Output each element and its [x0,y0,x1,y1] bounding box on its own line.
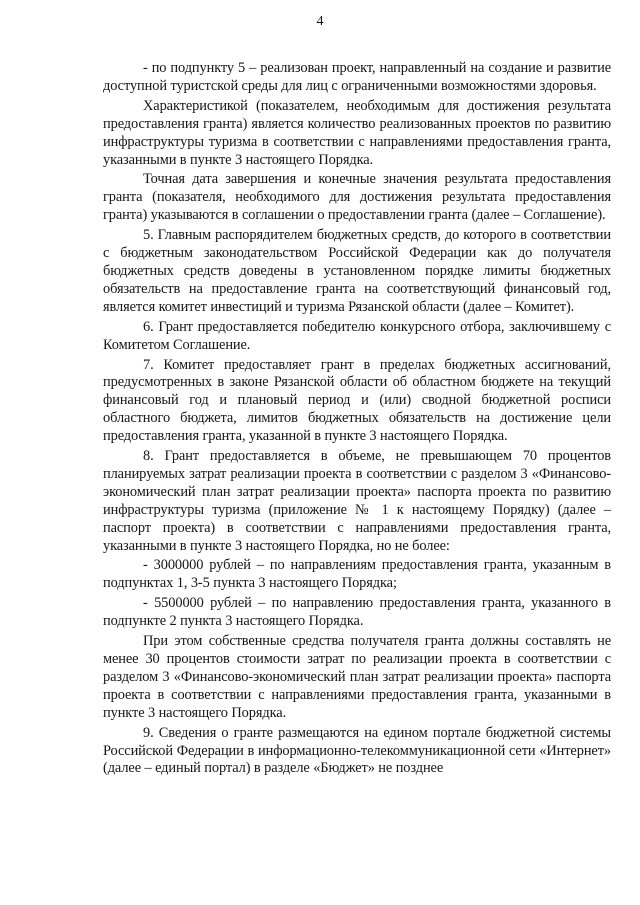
paragraph-item-5: 5. Главным распорядителем бюджетных средств, до которого в соответствии с бюджетным законодательством Российской Федерации как до получателя бюджетных средств доведены в установленном порядке лимиты бюджетных обязательств на предоставление гранта на соответствующий финансовый год, является комитет инвестиций и туризма Рязанской области (далее – Комитет). [103,227,611,315]
paragraph-own-funds: При этом собственные средства получателя гранта должны составлять не менее 30 процентов стоимости затрат по реализации проекта в соответствии с разделом 3 «Финансово-экономический план затрат реализации проекта» паспорта проекта в соответствии с направлениями предоставления гранта, указанными в пункте 3 настоящего Порядка. [103,633,611,721]
paragraph-item-9: 9. Сведения о гранте размещаются на едином портале бюджетной системы Российской Федерации в информационно-телекоммуникационной сети «Интернет» (далее – единый портал) в разделе «Бюджет» не позднее [103,724,611,777]
paragraph-item-6: 6. Грант предоставляется победителю конкурсного отбора, заключившему с Комитетом Соглашение. [103,318,611,353]
paragraph-result-date: Точная дата завершения и конечные значения результата предоставления гранта (показателя, необходимого для достижения результата предоставления гранта) указываются в соглашении о предоставлении гранта (далее – Соглашение). [103,171,611,224]
page-number: 4 [316,14,324,29]
paragraph-subitem-5: - по подпункту 5 – реализован проект, направленный на создание и развитие доступной туристской среды для лиц с ограниченными возможностями здоровья. [103,60,611,94]
paragraph-item-8: 8. Грант предоставляется в объеме, не превышающем 70 процентов планируемых затрат реализации проекта в соответствии с разделом 3 «Финансово-экономический план затрат реализации проекта» паспорта проекта по развитию инфраструктуры туризма (приложение № 1 к настоящему Порядку) (далее – паспорт проекта) в соответствии с направлениями предоставления гранта, указанными в пункте 3 настоящего Порядка, но не более: [103,448,611,554]
paragraph-limit-3000000: - 3000000 рублей – по направлениям предоставления гранта, указанным в подпунктах 1, 3-5 пункта 3 настоящего Порядка; [103,557,611,592]
paragraph-limit-5500000: - 5500000 рублей – по направлению предоставления гранта, указанного в подпункте 2 пункта 3 настоящего Порядка. [103,595,611,630]
paragraph-item-7: 7. Комитет предоставляет грант в пределах бюджетных ассигнований, предусмотренных в законе Рязанской области об областном бюджете на текущий финансовый год и плановый период и (или) сводной бюджетной росписи областного бюджета, лимитов бюджетных обязательств на достижение цели предоставления гранта, указанной в пункте 3 настоящего Порядка. [103,356,611,445]
paragraph-characteristic: Характеристикой (показателем, необходимым для достижения результата предоставления гранта) является количество реализованных проектов по развитию инфраструктуры туризма в соответствии с направлениями предоставления гранта, указанными в пункте 3 настоящего Порядка. [103,97,611,168]
document-body [103,60,611,780]
